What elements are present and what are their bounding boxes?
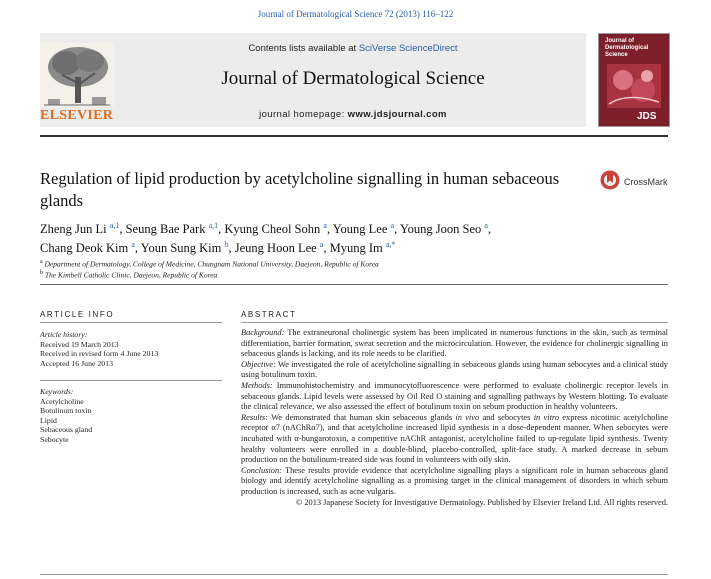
elsevier-wordmark: ELSEVIER [40,108,114,123]
bottom-divider [40,574,668,575]
author-list [40,218,640,256]
author[interactable]: Jeung Hoon Lee $^a$, [234,240,330,256]
author[interactable]: Young Joon Seo $^a$, [399,221,492,237]
keywords-rule [40,380,222,381]
abstract-rule [241,322,668,323]
homepage-link[interactable]: www.jdsjournal.com [347,109,447,120]
cover-artwork [607,64,661,108]
journal-homepage: journal homepage: www.jdsjournal.com [259,109,447,120]
author[interactable]: Youn Sung Kim $^b$, [140,240,235,256]
history-revised: Received in revised form 4 June 2013 [40,349,159,358]
keywords [40,387,222,444]
history-accepted: Accepted 16 June 2013 [40,358,113,368]
history-label: Article history: [40,330,88,339]
affiliation: $^b$ The Kimbell Catholic Clinic, Daejeon, Republic of Korea [40,270,218,280]
author[interactable]: Myung Im $^{a,*}$ [329,240,396,256]
journal-cover-image [598,33,670,127]
keyword: Lipid [40,415,57,425]
keyword: Sebocyte [40,434,69,444]
author[interactable]: Seung Bae Park $^{a,1}$, [125,221,225,237]
abstract-objective: Objective: We investigated the role of acetylcholine signalling in sebaceous glands using human sebocytes and a clinical study using botulinum toxin. [241,359,668,380]
abstract-background: Background: The extraneuronal cholinergic system has been implicated in numerous functions in the skin, such as terminal differentiation, barrier formation, sweat secretion and the microcirculation. However, the evidence for cholinergic signalling in sebaceous glands is lacking, and its role needs to be clarified. [241,328,668,359]
crossmark-icon[interactable] [600,170,620,190]
crossmark-label[interactable]: CrossMark [624,177,668,187]
cover-title: Journal of Dermatological Science [605,38,649,58]
article-title: Regulation of lipid production by acetylcholine signalling in human sebaceous glands [40,169,560,210]
keyword: Botulinum toxin [40,406,92,415]
author[interactable]: Chang Deok Kim $^a$, [40,240,141,256]
keyword: Acetylcholine [40,396,84,406]
abstract-results: Results: We demonstrated that human skin sebaceous glands in vivo and sebocytes in vitro express nicotinic acetylcholine receptor α7 (nAChRα7), and that acetylcholine increased lipid synthesis in a dose-dependent manner. When sebocytes were incubated with α-bungarotoxin, a competitive nAChR antagonist, acetylcholine failed to up-regulate lipid synthesis. Twenty healthy volunteers were enrolled in a double-blind, placebo-controlled, split-face study. A marked decrease in sebum production on the botulinum-treated side was found in volunteers with oily skin. [241,412,668,465]
article-history [40,330,222,368]
affiliation-divider [40,284,668,285]
affiliation: $^a$ Department of Dermatology, College of Medicine, Chungnam National University, Daejeon, Republic of Korea [40,259,379,269]
article-info-heading: ARTICLE INFO [40,310,115,319]
sciencedirect-link[interactable]: SciVerse ScienceDirect [358,43,458,54]
copyright-notice: © 2013 Japanese Society for Investigative Dermatology. Published by Elsevier Ireland Ltd. All rights reserved. [295,497,668,507]
abstract-conclusion: Conclusion: These results provide evidence that acetylcholine signalling plays a significant role in human sebaceous gland biology and identify acetylcholine signalling as a promising target in the clinical management of disorders in which sebum production is increased, such as acne vulgaris. [241,465,668,496]
affiliations [40,258,640,280]
author[interactable]: Young Lee $^a$, [332,221,400,237]
header-divider [40,135,668,137]
abstract-methods: Methods: Immunohistochemistry and immunocytofluorescence were performed to evaluate cholinergic receptor levels in sebaceous glands. Lipid levels were assessed by Oil Red O staining and signalling pathways by Western blotting. To evaluate the clinical relevance, we also assessed the effect of botulinum toxin on sebum production in healthy volunteers. [241,380,669,412]
journal-title: Journal of Dermatological Science [221,68,485,89]
author[interactable]: Kyung Cheol Sohn $^a$, [224,221,333,237]
keyword: Sebaceous gland [40,425,93,434]
author[interactable]: Zheng Jun Li $^{a,1}$, [40,221,126,237]
abstract-heading: ABSTRACT [241,310,297,319]
journal-citation: Journal of Dermatological Science 72 (2013) 116–122 [257,9,454,19]
article-info-rule [40,322,222,323]
abstract-body [241,328,668,508]
keywords-label: Keywords: [40,387,74,396]
cover-badge: JDS [637,111,657,122]
history-received: Received 19 March 2013 [40,339,119,349]
contents-availability: Contents lists available at SciVerse ScienceDirect [248,43,458,54]
